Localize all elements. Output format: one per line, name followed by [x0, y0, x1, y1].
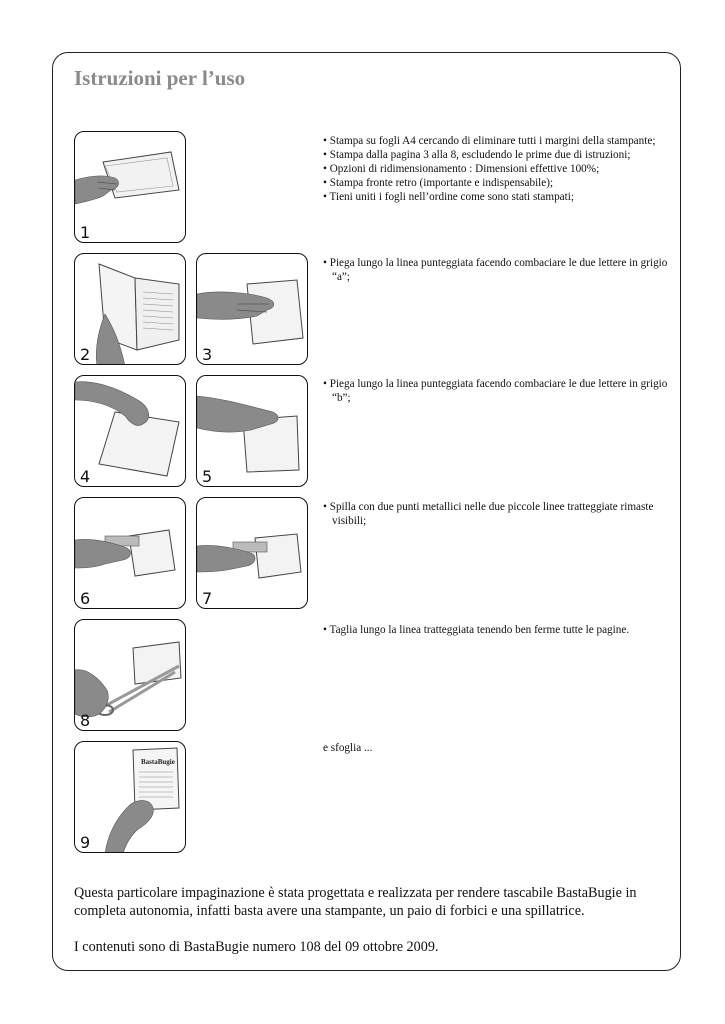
step-5-image	[196, 375, 308, 487]
instruction-item: • Piega lungo la linea punteggiata facendo combaciare le due lettere in grigio “b”;	[323, 377, 668, 405]
step-3-image	[196, 253, 308, 365]
instructions-staple	[323, 500, 668, 528]
footer-description: Questa particolare impaginazione è stata progettata e realizzata per rendere tascabile BastaBugie in completa autonomia, infatti basta avere una stampante, un paio di forbici e una spillatrice.	[74, 885, 637, 919]
step-number: 3	[202, 345, 213, 364]
instruction-item: • Stampa su fogli A4 cercando di eliminare tutti i margini della stampante;	[323, 134, 668, 148]
step-4-image	[74, 375, 186, 487]
instruction-item: • Piega lungo la linea punteggiata facendo combaciare le due lettere in grigio “a”;	[323, 256, 668, 284]
instruction-item: • Opzioni di ridimensionamento : Dimensioni effettive 100%;	[323, 162, 668, 176]
step-number: 5	[202, 467, 213, 486]
page-title: Istruzioni per l’uso	[74, 66, 246, 90]
step-number: 7	[202, 589, 213, 608]
instruction-item: • Tieni uniti i fogli nell’ordine come sono stati stampati;	[323, 190, 668, 204]
instruction-item: • Spilla con due punti metallici nelle due piccole linee tratteggiate rimaste visibili;	[323, 500, 668, 528]
footer-issue-info: I contenuti sono di BastaBugie numero 108 del 09 ottobre 2009.	[74, 939, 439, 955]
step-number: 9	[80, 833, 91, 852]
instructions-fold-a	[323, 256, 668, 284]
instruction-browse: e sfoglia ...	[323, 742, 373, 754]
instructions-cut	[323, 623, 668, 637]
step-9-image	[74, 741, 186, 853]
instructions-print	[323, 134, 668, 204]
step-number: 8	[80, 711, 91, 730]
booklet-logo: BastaBugie	[141, 758, 175, 766]
instruction-item: • Taglia lungo la linea tratteggiata tenendo ben ferme tutte le pagine.	[323, 623, 668, 637]
step-number: 4	[80, 467, 91, 486]
step-8-image	[74, 619, 186, 731]
step-number: 6	[80, 589, 91, 608]
step-number: 2	[80, 345, 91, 364]
step-6-image	[74, 497, 186, 609]
step-1-image	[74, 131, 186, 243]
instructions-fold-b	[323, 377, 668, 405]
step-number: 1	[80, 223, 91, 242]
step-7-image	[196, 497, 308, 609]
instruction-item: • Stampa dalla pagina 3 alla 8, escludendo le prime due di istruzioni;	[323, 148, 668, 162]
step-2-image	[74, 253, 186, 365]
instruction-item: • Stampa fronte retro (importante e indispensabile);	[323, 176, 668, 190]
